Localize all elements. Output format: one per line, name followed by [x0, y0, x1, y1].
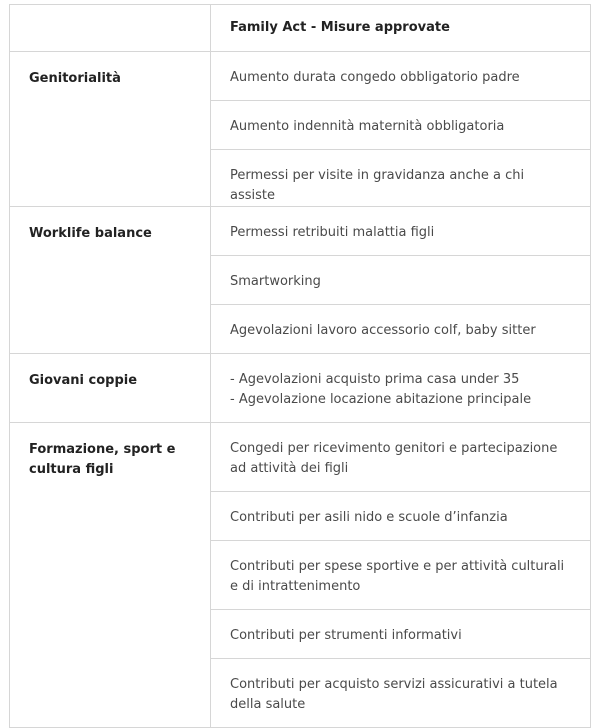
measure-cell	[211, 150, 591, 207]
measure-cell	[211, 423, 591, 492]
header-measures-cell	[211, 5, 591, 52]
header-category-cell	[10, 5, 211, 52]
table-row	[10, 52, 591, 101]
family-act-table	[9, 4, 591, 728]
category-cell-genitorialita	[10, 52, 211, 207]
measure-label: Permessi per visite in gravidanza anche a chi assiste	[230, 168, 525, 203]
category-label: Genitorialità	[29, 71, 121, 86]
measure-label: Contributi per strumenti informativi	[230, 628, 462, 643]
category-label: Giovani coppie	[29, 373, 138, 388]
header-category-label	[10, 5, 210, 20]
measure-label: Congedi per ricevimento genitori e partecipazione ad attività dei figli	[230, 441, 558, 476]
measure-cell	[211, 492, 591, 541]
measure-label: Aumento indennità maternità obbligatoria	[230, 119, 505, 134]
measure-cell	[211, 207, 591, 256]
measure-label: Agevolazioni lavoro accessorio colf, baby sitter	[230, 323, 536, 338]
category-cell-worklife-balance	[10, 207, 211, 354]
table-row	[10, 354, 591, 423]
category-cell-giovani-coppie	[10, 354, 211, 423]
measure-label: Contributi per asili nido e scuole d’infanzia	[230, 510, 508, 525]
category-label: Worklife balance	[29, 226, 152, 241]
header-measures-label: Family Act - Misure approvate	[230, 20, 450, 35]
measure-cell	[211, 52, 591, 101]
measure-label: Smartworking	[230, 274, 321, 289]
category-cell-formazione-sport-cultura	[10, 423, 211, 728]
measure-label: - Agevolazioni acquisto prima casa under 35 - Agevolazione locazione abitazione principale	[230, 372, 532, 407]
measure-cell	[211, 610, 591, 659]
table-row	[10, 207, 591, 256]
measure-label: Aumento durata congedo obbligatorio padre	[230, 70, 520, 85]
measure-cell	[211, 305, 591, 354]
measure-label: Permessi retribuiti malattia figli	[230, 225, 435, 240]
measure-cell	[211, 354, 591, 423]
category-label: Formazione, sport e cultura figli	[29, 442, 176, 477]
measure-cell	[211, 256, 591, 305]
measure-label: Contributi per spese sportive e per attività culturali e di intrattenimento	[230, 559, 565, 594]
measure-cell	[211, 101, 591, 150]
family-act-table-container	[9, 4, 590, 728]
measure-cell	[211, 659, 591, 728]
table-row	[10, 423, 591, 492]
table-header-row	[10, 5, 591, 52]
measure-label: Contributi per acquisto servizi assicurativi a tutela della salute	[230, 677, 558, 712]
measure-cell	[211, 541, 591, 610]
